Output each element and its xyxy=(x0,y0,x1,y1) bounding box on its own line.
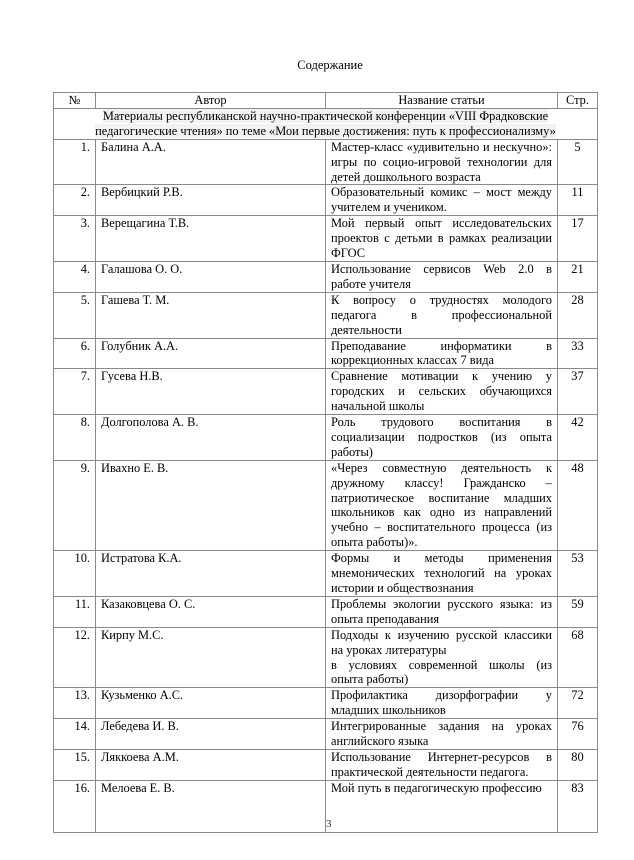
row-number: 13. xyxy=(54,688,96,719)
row-title-line: Подходы к изучению русской классики на уроках литературы xyxy=(331,627,552,657)
row-page: 80 xyxy=(558,749,598,780)
row-page: 21 xyxy=(558,261,598,292)
row-page: 5 xyxy=(558,139,598,185)
row-page: 76 xyxy=(558,719,598,750)
row-author: Ляккоева А.М. xyxy=(96,749,326,780)
row-number: 11. xyxy=(54,596,96,627)
row-page: 37 xyxy=(558,369,598,415)
row-number: 16. xyxy=(54,780,96,832)
header-title: Название статьи xyxy=(326,93,558,109)
row-title: Проблемы экологии русского языка: из опыта преподавания xyxy=(326,596,558,627)
row-author: Лебедева И. В. xyxy=(96,719,326,750)
row-number: 14. xyxy=(54,719,96,750)
row-author: Вербицкий Р.В. xyxy=(96,185,326,216)
table-row xyxy=(54,749,598,780)
table-row xyxy=(54,292,598,338)
row-title: Мастер-класс «удивительно и нескучно»: игры по социо-игровой технологии для детей дошкольного возраста xyxy=(326,139,558,185)
section-heading-line1: Материалы республиканской научно-практической конференции «VIII Фрадковские xyxy=(102,108,549,123)
row-number: 2. xyxy=(54,185,96,216)
table-row xyxy=(54,139,598,185)
row-number: 8. xyxy=(54,415,96,461)
row-page: 42 xyxy=(558,415,598,461)
row-number: 15. xyxy=(54,749,96,780)
row-number: 3. xyxy=(54,216,96,262)
page-number: 3 xyxy=(326,818,332,830)
row-page: 53 xyxy=(558,551,598,597)
row-number: 1. xyxy=(54,139,96,185)
row-author: Казаковцева О. С. xyxy=(96,596,326,627)
row-page: 11 xyxy=(558,185,598,216)
row-title: Использование Интернет-ресурсов в практической деятельности педагога. xyxy=(326,749,558,780)
table-row xyxy=(54,551,598,597)
row-number: 12. xyxy=(54,627,96,688)
section-heading xyxy=(54,108,598,139)
row-page: 33 xyxy=(558,338,598,369)
table-row xyxy=(54,627,598,688)
table-row xyxy=(54,338,598,369)
table-row xyxy=(54,460,598,550)
table-row xyxy=(54,596,598,627)
table-row xyxy=(54,216,598,262)
section-heading-line2: педагогические чтения» по теме «Мои первые достижения: путь к профессионализму» xyxy=(95,123,556,138)
row-author: Галашова О. О. xyxy=(96,261,326,292)
row-author: Гашева Т. М. xyxy=(96,292,326,338)
row-title-line: в условиях современной школы (из опыта работы) xyxy=(331,657,552,687)
row-author: Верещагина Т.В. xyxy=(96,216,326,262)
row-author: Истратова К.А. xyxy=(96,551,326,597)
row-page: 72 xyxy=(558,688,598,719)
row-page: 68 xyxy=(558,627,598,688)
table-row xyxy=(54,369,598,415)
row-title: Преподавание информатики в коррекционных классах 7 вида xyxy=(326,338,558,369)
row-title: Роль трудового воспитания в социализации подростков (из опыта работы) xyxy=(326,415,558,461)
table-row xyxy=(54,261,598,292)
row-author: Кирпу М.С. xyxy=(96,627,326,688)
header-author: Автор xyxy=(96,93,326,109)
row-page: 59 xyxy=(558,596,598,627)
row-number: 10. xyxy=(54,551,96,597)
row-number: 5. xyxy=(54,292,96,338)
row-title: «Через совместную деятельность к дружному классу! Гражданско – патриотическое воспитание младших школьников как одно из направлений учебно – воспитательного процесса (из опыта работы)». xyxy=(326,460,558,550)
row-author: Голубник А.А. xyxy=(96,338,326,369)
table-row xyxy=(54,415,598,461)
row-title: Интегрированные задания на уроках английского языка xyxy=(326,719,558,750)
row-title xyxy=(326,627,558,688)
row-page: 48 xyxy=(558,460,598,550)
row-number: 9. xyxy=(54,460,96,550)
row-page: 17 xyxy=(558,216,598,262)
row-title: Мой путь в педагогическую профессию xyxy=(326,780,558,832)
row-author: Кузьменко А.С. xyxy=(96,688,326,719)
header-page: Стр. xyxy=(558,93,598,109)
row-author: Гусева Н.В. xyxy=(96,369,326,415)
row-title: Сравнение мотивации к учению у городских и сельских обучающихся начальной школы xyxy=(326,369,558,415)
row-author: Балина А.А. xyxy=(96,139,326,185)
section-row xyxy=(54,108,598,139)
row-number: 6. xyxy=(54,338,96,369)
table-header-row xyxy=(54,93,598,109)
row-title: Использование сервисов Web 2.0 в работе учителя xyxy=(326,261,558,292)
row-title: Профилактика дизорфографии у младших школьников xyxy=(326,688,558,719)
row-number: 4. xyxy=(54,261,96,292)
row-title: Образовательный комикс – мост между учителем и учеником. xyxy=(326,185,558,216)
row-page: 83 xyxy=(558,780,598,832)
row-author: Ивахно Е. В. xyxy=(96,460,326,550)
row-page: 28 xyxy=(558,292,598,338)
row-title: К вопросу о трудностях молодого педагога в профессиональной деятельности xyxy=(326,292,558,338)
row-author: Долгополова А. В. xyxy=(96,415,326,461)
document-title: Содержание xyxy=(297,58,363,72)
row-title: Формы и методы применения мнемонических технологий на уроках истории и обществознания xyxy=(326,551,558,597)
row-author: Мелоева Е. В. xyxy=(96,780,326,832)
contents-table xyxy=(53,92,598,833)
header-num: № xyxy=(54,93,96,109)
row-number: 7. xyxy=(54,369,96,415)
row-title: Мой первый опыт исследовательских проектов с детьми в рамках реализации ФГОС xyxy=(326,216,558,262)
table-row xyxy=(54,719,598,750)
table-row xyxy=(54,688,598,719)
table-row xyxy=(54,185,598,216)
